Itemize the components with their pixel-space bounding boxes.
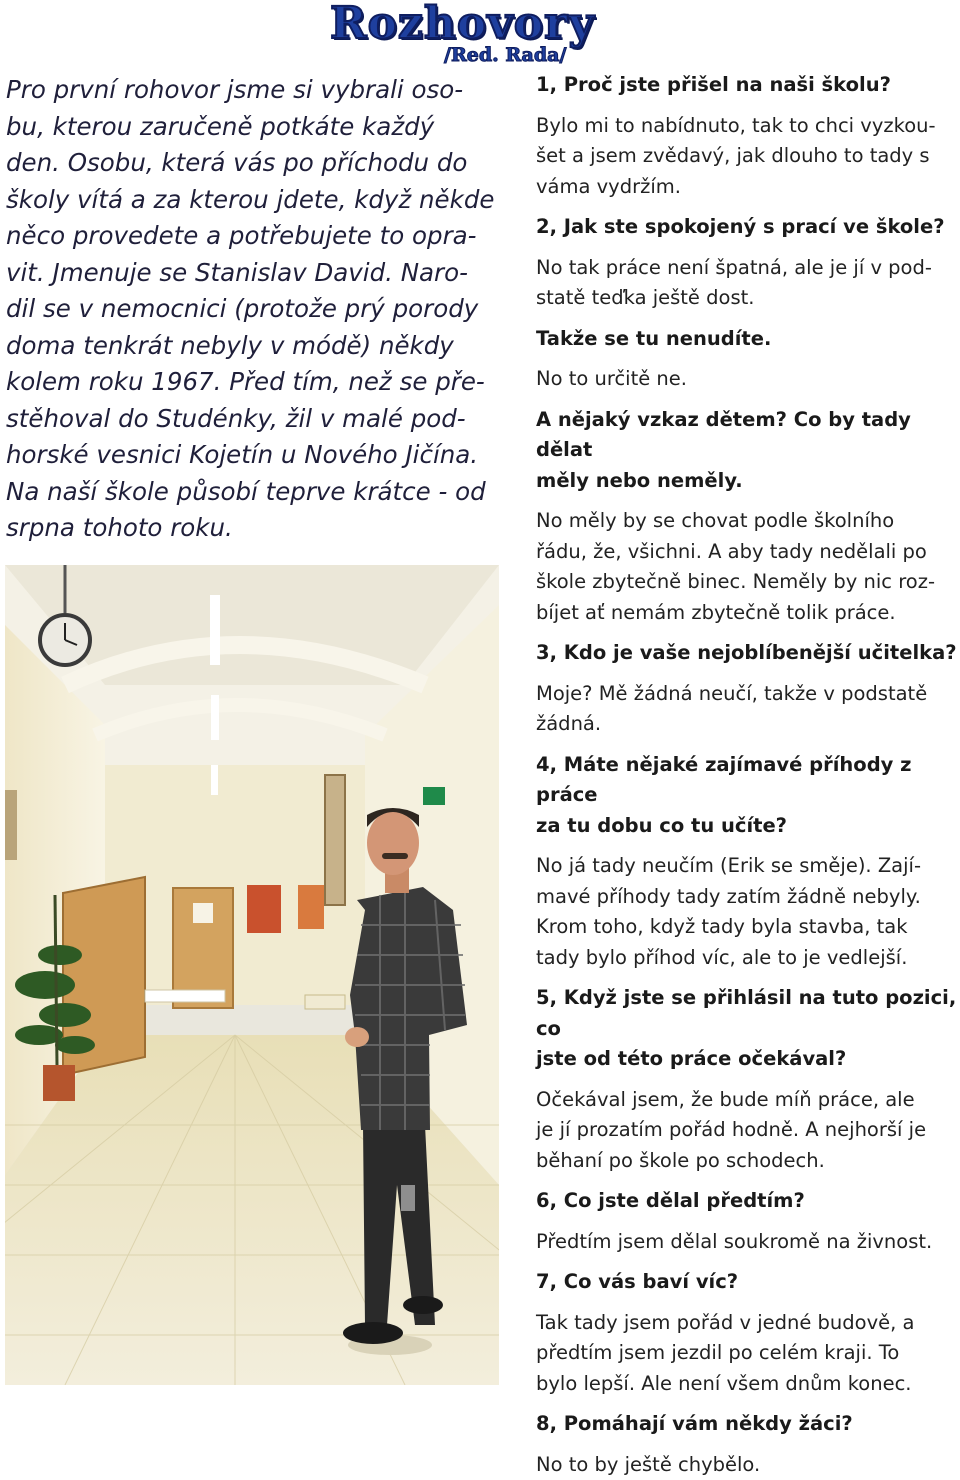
question-line: 2, Jak ste spokojený s prací ve škole? — [536, 215, 945, 238]
interview-answer — [536, 364, 960, 395]
answer-line: No já tady neučím (Erik se směje). Zají- — [536, 854, 921, 877]
answer-line: Krom toho, když tady byla stavba, tak — [536, 915, 908, 938]
answer-line: předtím jsem jezdil po celém kraji. To — [536, 1341, 899, 1364]
question-line: 4, Máte nějaké zajímavé příhody z práce — [536, 753, 912, 807]
section-byline: /Red. Rada/ — [444, 44, 566, 66]
answer-line: řádu, že, všichni. A aby tady nedělali po — [536, 540, 927, 563]
question-line: za tu dobu co tu učíte? — [536, 814, 787, 837]
intro-line: den. Osobu, která vás po příchodu do — [6, 148, 467, 177]
interview-answer — [536, 1450, 960, 1480]
question-line: 8, Pomáhají vám někdy žáci? — [536, 1412, 853, 1435]
intro-line: dil se v nemocnici (protože prý porody — [6, 294, 478, 323]
question-line: měly nebo neměly. — [536, 469, 743, 492]
answer-line: škole zbytečně binec. Neměly by nic roz- — [536, 570, 935, 593]
answer-line: žádná. — [536, 712, 601, 735]
intro-line: něco provedete a potřebujete to opra- — [6, 221, 477, 250]
interview-answer — [536, 851, 960, 973]
answer-line: No tak práce není špatná, ale je jí v pod- — [536, 256, 932, 279]
interview-question — [536, 212, 960, 243]
answer-line: mavé příhody tady zatím žádně nebyly. — [536, 885, 921, 908]
question-line: jste od této práce očekával? — [536, 1047, 846, 1070]
question-line: Takže se tu nenudíte. — [536, 327, 771, 350]
interview-question — [536, 1186, 960, 1217]
intro-line: kolem roku 1967. Před tím, než se pře- — [6, 367, 485, 396]
intro-line: stěhoval do Studénky, žil v malé pod- — [6, 404, 466, 433]
answer-line: je jí prozatím pořád hodně. A nejhorší je — [536, 1118, 926, 1141]
masthead — [320, 0, 660, 72]
section-title: Rozhovory — [330, 2, 595, 46]
interview-question — [536, 1409, 960, 1440]
question-line: 6, Co jste dělal předtím? — [536, 1189, 805, 1212]
question-line: 3, Kdo je vaše nejoblíbenější učitelka? — [536, 641, 957, 664]
answer-line: Bylo mi to nabídnuto, tak to chci vyzkou- — [536, 114, 936, 137]
interview-question — [536, 324, 960, 355]
interview-column — [536, 70, 960, 1480]
intro-line: vit. Jmenuje se Stanislav David. Naro- — [6, 258, 468, 287]
answer-line: No to určitě ne. — [536, 367, 687, 390]
question-line: 1, Proč jste přišel na naši školu? — [536, 73, 891, 96]
answer-line: bylo lepší. Ale není všem dnům konec. — [536, 1372, 912, 1395]
intro-line: Pro první rohovor jsme si vybrali oso- — [6, 75, 463, 104]
interview-answer — [536, 1227, 960, 1258]
question-line: A nějaký vzkaz dětem? Co by tady dělat — [536, 408, 911, 462]
interview-question — [536, 405, 960, 497]
interview-question — [536, 1267, 960, 1298]
answer-line: Moje? Mě žádná neučí, takže v podstatě — [536, 682, 927, 705]
question-line: 7, Co vás baví víc? — [536, 1270, 738, 1293]
answer-line: statě teďka ještě dost. — [536, 286, 754, 309]
intro-line: školy vítá a za kterou jdete, když někde — [6, 185, 494, 214]
answer-line: běhaní po škole po schodech. — [536, 1149, 825, 1172]
intro-line: srpna tohoto roku. — [6, 513, 233, 542]
answer-line: No měly by se chovat podle školního — [536, 509, 894, 532]
intro-line: horské vesnici Kojetín u Nového Jičína. — [6, 440, 478, 469]
answer-line: Předtím jsem dělal soukromě na živnost. — [536, 1230, 932, 1253]
answer-line: Očekával jsem, že bude míň práce, ale — [536, 1088, 915, 1111]
intro-line: Na naší škole působí teprve krátce - od — [6, 477, 486, 506]
interview-answer — [536, 679, 960, 740]
corridor-photo-illustration — [5, 565, 499, 1385]
answer-line: No to by ještě chybělo. — [536, 1453, 760, 1476]
interview-question — [536, 70, 960, 101]
answer-line: váma vydržím. — [536, 175, 681, 198]
interview-answer — [536, 1308, 960, 1400]
intro-line: doma tenkrát nebyly v módě) někdy — [6, 331, 454, 360]
intro-paragraph — [6, 72, 504, 547]
interview-answer — [536, 1085, 960, 1177]
question-line: 5, Když jste se přihlásil na tuto pozici, co — [536, 986, 956, 1040]
intro-line: bu, kterou zaručeně potkáte každý — [6, 112, 434, 141]
interview-question — [536, 638, 960, 669]
interview-photo — [5, 565, 499, 1385]
interview-question — [536, 750, 960, 842]
interview-question — [536, 983, 960, 1075]
answer-line: tady bylo příhod víc, ale to je vedlejší. — [536, 946, 907, 969]
interview-answer — [536, 253, 960, 314]
interview-answer — [536, 111, 960, 203]
answer-line: šet a jsem zvědavý, jak dlouho to tady s — [536, 144, 930, 167]
answer-line: Tak tady jsem pořád v jedné budově, a — [536, 1311, 914, 1334]
interview-answer — [536, 506, 960, 628]
answer-line: bíjet ať nemám zbytečně tolik práce. — [536, 601, 896, 624]
